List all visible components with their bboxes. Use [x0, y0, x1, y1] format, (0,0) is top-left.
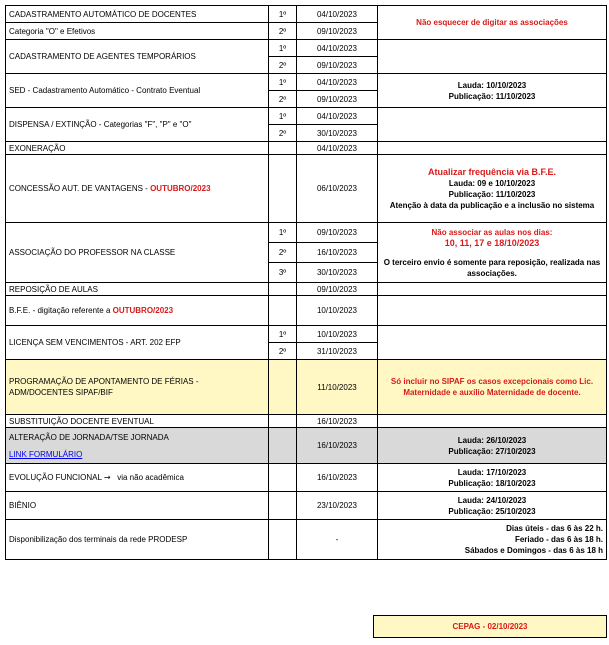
publicacao-text: Publicação: 18/10/2023 [448, 478, 536, 488]
date-cell: 09/10/2023 [297, 57, 378, 74]
item-label: CADASTRAMENTO AUTOMÁTICO DE DOCENTES [6, 6, 269, 23]
date-cell: 30/10/2023 [297, 125, 378, 142]
order-cell: 2º [269, 343, 297, 360]
frequency-warning: Atualizar frequência via B.F.E. [427, 166, 557, 177]
item-label: PROGRAMAÇÃO DE APONTAMENTO DE FÉRIAS - ADM/DOCENTES SIPAF/BIF [6, 360, 269, 415]
note-cell [378, 492, 607, 520]
note-cell [378, 520, 607, 560]
note-cell: Só incluir no SIPAF os casos excepcionais como Lic. Maternidade e auxílio Maternidade de docente. [378, 360, 607, 415]
no-associate-warning: Não associar as aulas nos dias: [431, 227, 553, 237]
order-cell: 2º [269, 243, 297, 263]
date-cell: 16/10/2023 [297, 428, 378, 464]
table-row [6, 283, 607, 296]
item-label: SED - Cadastramento Automático - Contrato Eventual [6, 74, 269, 108]
table-row [6, 6, 607, 23]
order-cell: 2º [269, 57, 297, 74]
lauda-text: Lauda: 09 e 10/10/2023 [448, 178, 536, 188]
arrow-right-icon: → [103, 473, 111, 482]
item-label: EVOLUÇÃO FUNCIONAL → via não acadêmica [6, 464, 269, 492]
note-cell [378, 155, 607, 223]
publicacao-text: Publicação: 11/10/2023 [448, 91, 536, 101]
order-cell: 2º [269, 125, 297, 142]
date-cell: 11/10/2023 [297, 360, 378, 415]
item-label: ALTERAÇÃO DE JORNADA/TSE JORNADA LINK FORMULÁRIO [6, 428, 269, 464]
no-associate-days: 10, 11, 17 e 18/10/2023 [444, 237, 540, 248]
item-label: LICENÇA SEM VENCIMENTOS - ART. 202 EFP [6, 326, 269, 360]
note-cell [378, 108, 607, 142]
table-row [6, 40, 607, 57]
item-label: REPOSIÇÃO DE AULAS [6, 283, 269, 296]
table-row [6, 360, 607, 415]
attention-text: Atenção à data da publicação e a inclusão no sistema [389, 200, 595, 210]
item-label: Disponibilização dos terminais da rede PRODESP [6, 520, 269, 560]
date-cell: 23/10/2023 [297, 492, 378, 520]
date-cell: 30/10/2023 [297, 263, 378, 283]
holiday-hours: Feriado - das 6 às 18 h. [514, 535, 603, 544]
date-cell: 16/10/2023 [297, 464, 378, 492]
item-label: CADASTRAMENTO DE AGENTES TEMPORÁRIOS [6, 40, 269, 74]
table-row [6, 464, 607, 492]
item-label: ASSOCIAÇÃO DO PROFESSOR NA CLASSE [6, 223, 269, 283]
order-cell: 2º [269, 91, 297, 108]
publicacao-text: Publicação: 27/10/2023 [448, 446, 536, 456]
order-cell: 1º [269, 6, 297, 23]
date-cell: 09/10/2023 [297, 91, 378, 108]
item-label: B.F.E. - digitação referente a OUTUBRO/2023 [6, 296, 269, 326]
table-row [6, 326, 607, 343]
date-cell: 04/10/2023 [297, 74, 378, 91]
note-cell [378, 428, 607, 464]
note-cell [378, 40, 607, 74]
table-row [6, 74, 607, 91]
item-sublabel: Categoria "O" e Efetivos [6, 23, 269, 40]
item-label: CONCESSÃO AUT. DE VANTAGENS - OUTUBRO/2023 [6, 155, 269, 223]
note-cell [378, 464, 607, 492]
date-cell: 09/10/2023 [297, 283, 378, 296]
table-row [6, 142, 607, 155]
item-label: EXONERAÇÃO [6, 142, 269, 155]
cepag-date-box: CEPAG - 02/10/2023 [373, 615, 607, 638]
lauda-text: Lauda: 10/10/2023 [457, 80, 527, 90]
date-cell: 16/10/2023 [297, 243, 378, 263]
weekend-hours: Sábados e Domingos - das 6 às 18 h [464, 546, 603, 555]
table-row [6, 492, 607, 520]
table-row [6, 296, 607, 326]
weekday-hours: Dias úteis - das 6 às 22 h. [506, 524, 603, 533]
item-label: DISPENSA / EXTINÇÃO - Categorias "F", "P" e "O" [6, 108, 269, 142]
date-cell: 04/10/2023 [297, 108, 378, 125]
table-row [6, 415, 607, 428]
order-cell: 1º [269, 108, 297, 125]
order-cell: 1º [269, 74, 297, 91]
publicacao-text: Publicação: 11/10/2023 [448, 189, 536, 199]
date-cell: 04/10/2023 [297, 142, 378, 155]
order-cell: 1º [269, 326, 297, 343]
lauda-text: Lauda: 26/10/2023 [457, 435, 527, 445]
order-cell: 1º [269, 223, 297, 243]
form-link[interactable]: LINK FORMULÁRIO [9, 449, 83, 459]
date-cell: 06/10/2023 [297, 155, 378, 223]
table-row [6, 108, 607, 125]
publicacao-text: Publicação: 25/10/2023 [448, 506, 536, 516]
month-highlight: OUTUBRO/2023 [112, 306, 174, 315]
date-cell: 16/10/2023 [297, 415, 378, 428]
table-row [6, 223, 607, 243]
date-cell: 09/10/2023 [297, 223, 378, 243]
date-cell: 31/10/2023 [297, 343, 378, 360]
order-cell: 3º [269, 263, 297, 283]
date-cell: 10/10/2023 [297, 296, 378, 326]
note-cell [378, 74, 607, 108]
lauda-text: Lauda: 17/10/2023 [457, 467, 527, 477]
schedule-table [5, 5, 607, 560]
lauda-text: Lauda: 24/10/2023 [457, 495, 527, 505]
date-cell: 04/10/2023 [297, 40, 378, 57]
date-cell: 04/10/2023 [297, 6, 378, 23]
table-row [6, 428, 607, 464]
note-cell: Não esquecer de digitar as associações [378, 6, 607, 40]
third-send-note: O terceiro envio é somente para reposição, realizada nas associações. [383, 257, 601, 278]
note-cell [378, 223, 607, 283]
item-label: SUBSTITUIÇÃO DOCENTE EVENTUAL [6, 415, 269, 428]
item-label: BIÊNIO [6, 492, 269, 520]
table-row [6, 520, 607, 560]
date-cell: - [297, 520, 378, 560]
date-cell: 10/10/2023 [297, 326, 378, 343]
month-highlight: OUTUBRO/2023 [150, 184, 211, 193]
order-cell: 2º [269, 23, 297, 40]
table-row [6, 155, 607, 223]
order-cell: 1º [269, 40, 297, 57]
date-cell: 09/10/2023 [297, 23, 378, 40]
